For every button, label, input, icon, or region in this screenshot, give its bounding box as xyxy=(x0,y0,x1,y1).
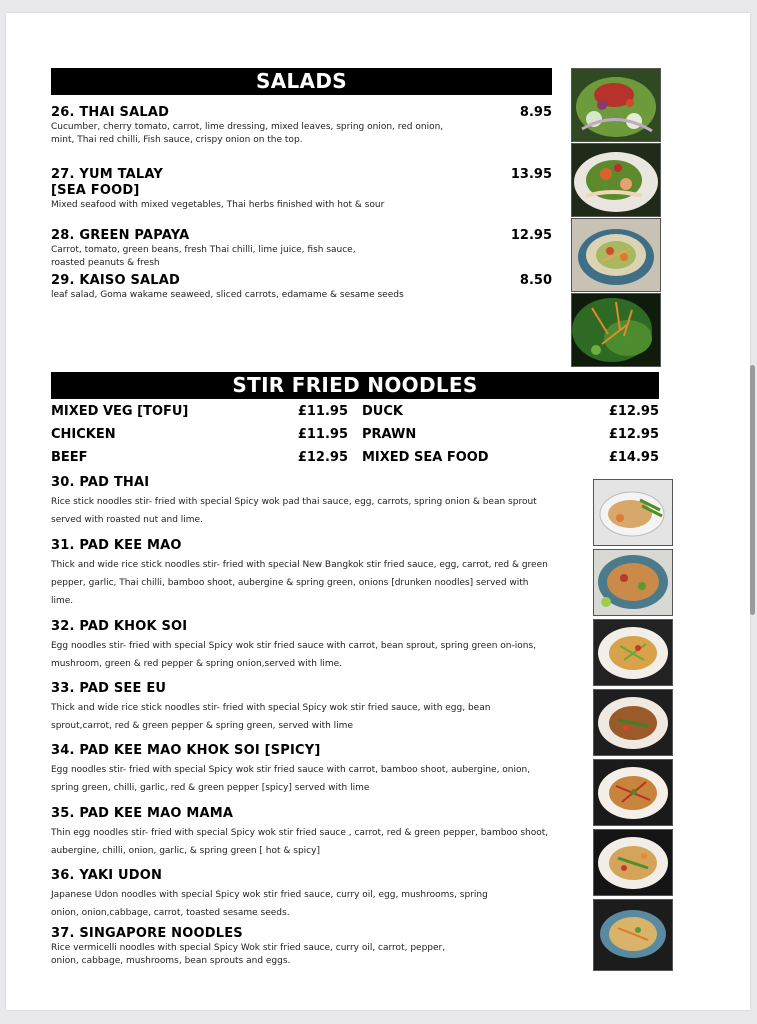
noodle-37-title: 37. SINGAPORE NOODLES xyxy=(51,926,243,941)
pad-kee-mao-khok-soi-photo xyxy=(593,759,673,826)
scrollbar[interactable] xyxy=(750,365,755,615)
noodle-36-desc: Japanese Udon noodles with special Spicy wok stir fried sauce, curry oil, egg, mushrooms, spring onion, onion,cabbage, carrot, toasted sesame seeds. xyxy=(51,890,488,918)
pad-kee-mao-mama-photo xyxy=(593,829,673,896)
option-mixed-sea-food: MIXED SEA FOOD xyxy=(362,450,489,465)
option-beef: BEEF xyxy=(51,450,88,465)
noodle-31-title: 31. PAD KEE MAO xyxy=(51,538,182,553)
pad-see-eu-photo xyxy=(593,689,673,756)
salad-27-title: 27. YUM TALAY xyxy=(51,167,164,182)
salad-28-desc: Carrot, tomato, green beans, fresh Thai chilli, lime juice, fish sauce, roasted peanuts & fresh xyxy=(51,245,356,268)
yaki-udon-photo xyxy=(593,899,673,971)
noodle-33-title: 33. PAD SEE EU xyxy=(51,681,167,696)
option-prawn-price: £12.95 xyxy=(608,427,659,442)
salad-26-title: 26. THAI SALAD xyxy=(51,105,170,120)
pad-thai-photo xyxy=(593,479,673,546)
option-chicken-price: £11.95 xyxy=(297,427,348,442)
yum-talay-photo xyxy=(571,143,661,217)
salad-27-price: 13.95 xyxy=(510,167,552,182)
noodle-35-title: 35. PAD KEE MAO MAMA xyxy=(51,806,234,821)
noodle-30-title: 30. PAD THAI xyxy=(51,475,150,490)
thai-salad-photo xyxy=(571,68,661,142)
option-prawn: PRAWN xyxy=(362,427,417,442)
option-beef-price: £12.95 xyxy=(297,450,348,465)
noodle-34-title: 34. PAD KEE MAO KHOK SOI [SPICY] xyxy=(51,743,321,758)
option-mixed-veg: MIXED VEG [TOFU] xyxy=(51,404,189,419)
noodle-34-desc: Egg noodles stir- fried with special Spicy wok stir fried sauce with carrot, bamboo shoot, aubergine, onion, spring green, chilli, garlic, red & green pepper [spicy] served with lime xyxy=(51,765,531,793)
noodle-32-title: 32. PAD KHOK SOI xyxy=(51,619,188,634)
noodles-heading: STIR FRIED NOODLES xyxy=(51,372,659,399)
salad-28-title: 28. GREEN PAPAYA xyxy=(51,228,190,243)
pad-khok-soi-photo xyxy=(593,619,673,686)
salad-26-price: 8.95 xyxy=(519,105,552,120)
salad-26-desc: Cucumber, cherry tomato, carrot, lime dressing, mixed leaves, spring onion, red onion, mint, Thai red chilli, Fish sauce, crispy onion on the top. xyxy=(51,122,444,145)
noodle-31-desc: Thick and wide rice stick noodles stir- fried with special New Bangkok stir fried sauce, egg, carrot, red & green pepper, garlic, Thai chilli, bamboo shoot, aubergine & spring green, onions [drunken noodles] served with lime. xyxy=(51,560,548,606)
option-mixed-sea-food-price: £14.95 xyxy=(608,450,659,465)
noodle-30-desc: Rice stick noodles stir- fried with special Spicy wok pad thai sauce, egg, carrots, spring onion & bean sprout served with roasted nut and lime. xyxy=(51,497,537,525)
salad-29-desc: leaf salad, Goma wakame seaweed, sliced carrots, edamame & sesame seeds xyxy=(51,290,404,300)
option-mixed-veg-price: £11.95 xyxy=(297,404,348,419)
salad-27-title-line2: [SEA FOOD] xyxy=(51,183,140,198)
option-duck-price: £12.95 xyxy=(608,404,659,419)
noodle-32-desc: Egg noodles stir- fried with special Spicy wok stir fried sauce with carrot, bean sprout, spring green on-ions, mushroom, green & red pepper & spring onion,served with lime. xyxy=(51,641,537,669)
noodle-33-desc: Thick and wide rice stick noodles stir- fried with special Spicy wok stir fried sauce, with egg, bean sprout,carrot, red & green pepper & spring green, served with lime xyxy=(51,703,491,731)
salad-27-desc: Mixed seafood with mixed vegetables, Thai herbs finished with hot & sour xyxy=(51,200,385,210)
option-chicken: CHICKEN xyxy=(51,427,116,442)
salads-heading: SALADS xyxy=(51,68,552,95)
noodle-35-desc: Thin egg noodles stir- fried with special Spicy wok stir fried sauce , carrot, red & green pepper, bamboo shoot, aubergine, chilli, onion, garlic, & spring green [ hot & spicy] xyxy=(51,828,549,856)
pad-kee-mao-photo xyxy=(593,549,673,616)
green-papaya-photo xyxy=(571,218,661,292)
kaiso-salad-photo xyxy=(571,293,661,367)
salad-29-title: 29. KAISO SALAD xyxy=(51,273,181,288)
salad-29-price: 8.50 xyxy=(519,273,552,288)
option-duck: DUCK xyxy=(362,404,403,419)
noodle-37-desc: Rice vermicelli noodles with special Spicy Wok stir fried sauce, curry oil, carrot, pepper, onion, cabbage, mushrooms, bean sprouts and eggs. xyxy=(51,943,446,966)
noodle-36-title: 36. YAKI UDON xyxy=(51,868,163,883)
salad-28-price: 12.95 xyxy=(510,228,552,243)
